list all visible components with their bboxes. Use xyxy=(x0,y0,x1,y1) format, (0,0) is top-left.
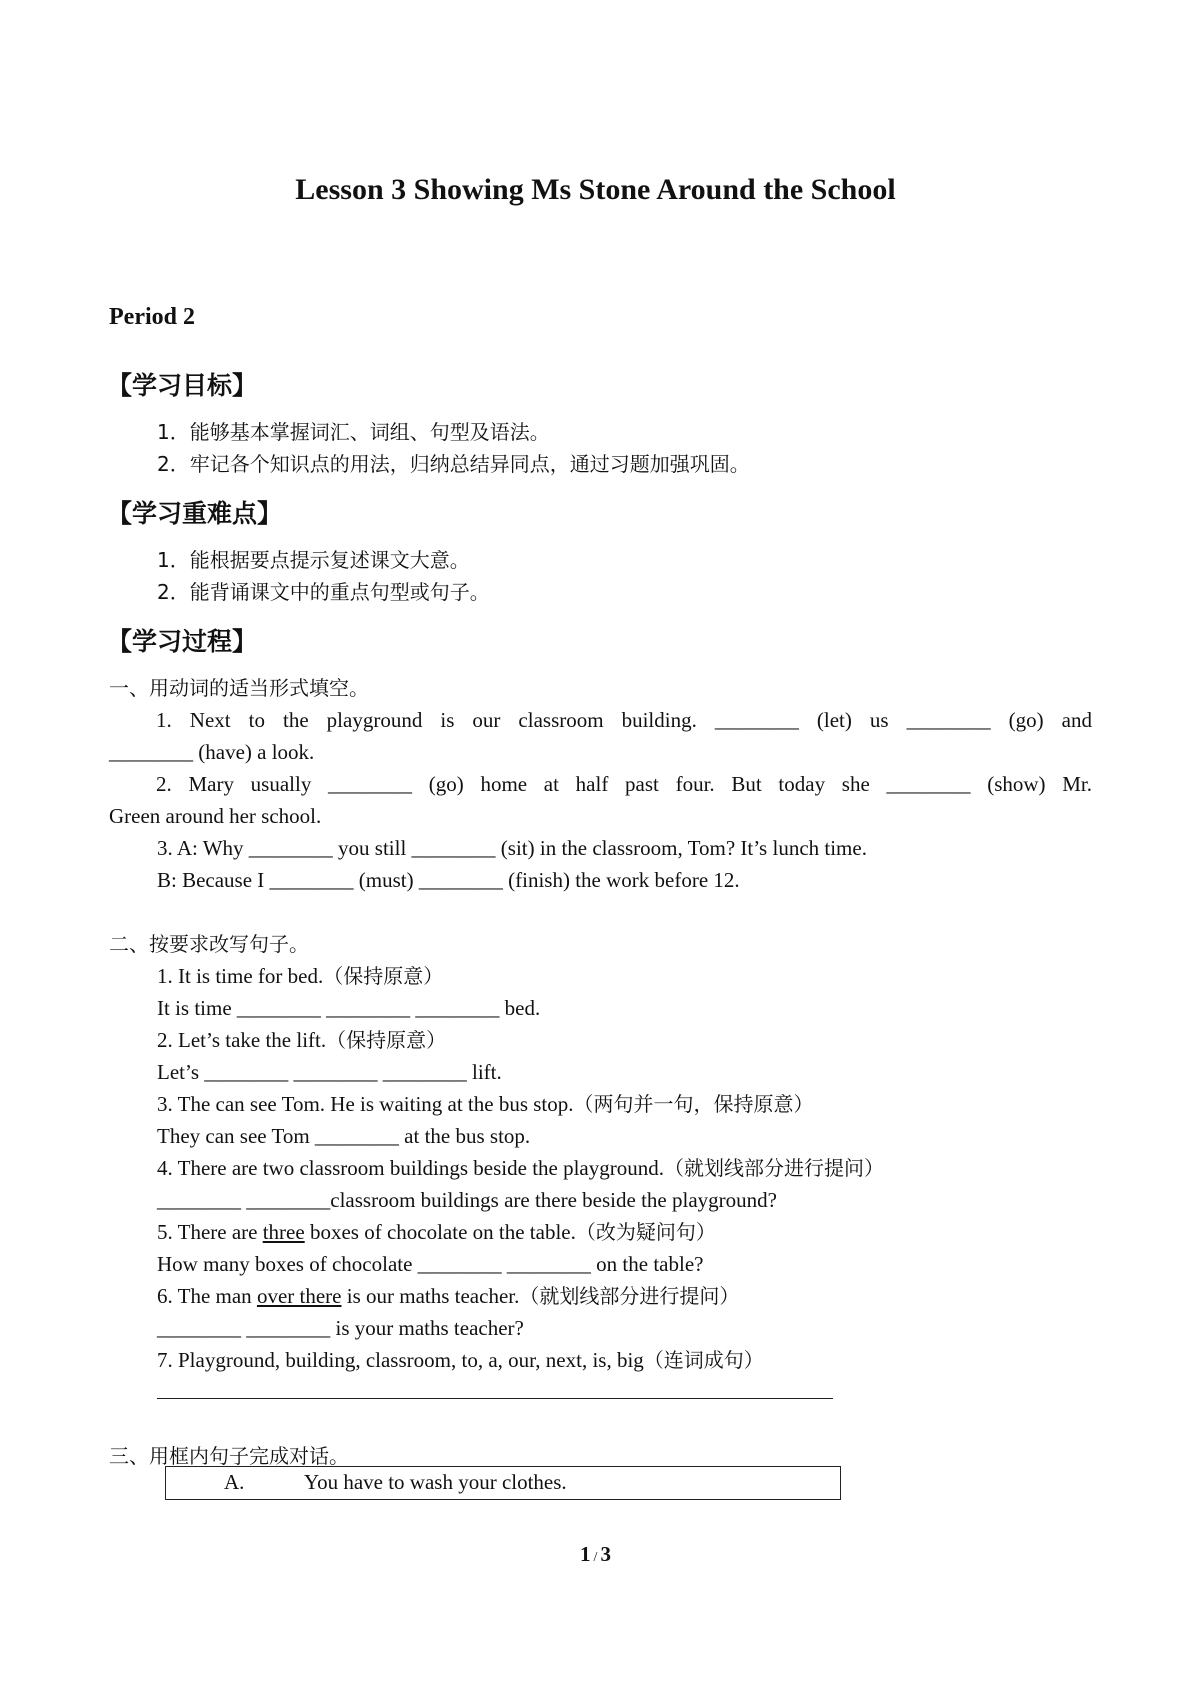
question-text: is our maths teacher. xyxy=(341,1284,520,1308)
page-separator: / xyxy=(593,1550,598,1565)
question-line: 2. Mary usually ________ (go) home at half past four. But today she ________ (show) Mr. xyxy=(156,772,1092,796)
question-note: （保持原意） xyxy=(323,964,444,988)
part2-question-5 xyxy=(157,1216,716,1248)
section-heading-keypoints: 【学习重难点】 xyxy=(107,499,283,528)
option-letter: A. xyxy=(224,1470,245,1494)
part2-question-4 xyxy=(157,1152,884,1184)
part2-question-1 xyxy=(157,960,443,992)
part2-heading: 二、按要求改写句子。 xyxy=(109,932,309,956)
sentence-box xyxy=(165,1466,841,1500)
question-text: 3. The can see Tom. He is waiting at the bus stop. xyxy=(157,1092,574,1116)
part2-question-2 xyxy=(157,1024,446,1056)
question-text: 4. There are two classroom buildings beside the playground. xyxy=(157,1156,664,1180)
question-note: （两句并一句，保持原意） xyxy=(573,1092,814,1116)
answer-line: ________ ________classroom buildings are there beside the playground? xyxy=(157,1188,777,1212)
answer-line: How many boxes of chocolate ________ ________ on the table? xyxy=(157,1252,704,1276)
question-note: （保持原意） xyxy=(326,1028,447,1052)
section-heading-process: 【学习过程】 xyxy=(107,627,258,656)
goal-item: 1．能够基本掌握词汇、词组、句型及语法。 xyxy=(157,420,550,444)
part2-question-6 xyxy=(157,1280,739,1312)
answer-rule xyxy=(157,1398,833,1399)
question-note: （连词成句） xyxy=(643,1348,764,1372)
current-page: 1 xyxy=(580,1542,591,1566)
question-text: 7. Playground, building, classroom, to, a, our, next, is, big xyxy=(157,1348,644,1372)
question-line: ________ (have) a look. xyxy=(109,740,315,764)
keypoint-item: 2．能背诵课文中的重点句型或句子。 xyxy=(157,580,490,604)
question-note: （就划线部分进行提问） xyxy=(519,1284,740,1308)
goal-item: 2．牢记各个知识点的用法，归纳总结异同点，通过习题加强巩固。 xyxy=(157,452,750,476)
underlined-text: over there xyxy=(256,1284,342,1308)
question-text: boxes of chocolate on the table. xyxy=(304,1220,576,1244)
answer-line: ________ ________ is your maths teacher? xyxy=(157,1316,524,1340)
underlined-text: three xyxy=(262,1220,305,1244)
question-line: Green around her school. xyxy=(109,804,322,828)
part3-heading: 三、用框内句子完成对话。 xyxy=(109,1444,349,1468)
answer-line: It is time ________ ________ ________ bed. xyxy=(157,996,541,1020)
question-text: 1. It is time for bed. xyxy=(157,964,324,988)
question-note: （改为疑问句） xyxy=(575,1220,716,1244)
question-text: 5. There are xyxy=(157,1220,263,1244)
question-note: （就划线部分进行提问） xyxy=(664,1156,884,1180)
section-heading-goals: 【学习目标】 xyxy=(107,371,258,400)
page-title: Lesson 3 Showing Ms Stone Around the School xyxy=(295,173,896,206)
option-sentence: You have to wash your clothes. xyxy=(304,1470,567,1494)
part1-question-3a: 3. A: Why ________ you still ________ (sit) in the classroom, Tom? It’s lunch time. xyxy=(157,836,867,860)
part2-question-7 xyxy=(157,1344,764,1376)
question-line: 1. Next to the playground is our classroom building. ________ (let) us ________ (go) and xyxy=(156,708,1092,732)
total-pages: 3 xyxy=(600,1542,611,1566)
part1-question-3b: B: Because I ________ (must) ________ (finish) the work before 12. xyxy=(157,868,740,892)
part1-question-2 xyxy=(109,768,1092,832)
period-label: Period 2 xyxy=(109,304,195,330)
part1-question-1 xyxy=(109,704,1092,768)
keypoint-item: 1．能根据要点提示复述课文大意。 xyxy=(157,548,470,572)
part2-question-3 xyxy=(157,1088,814,1120)
answer-line: They can see Tom ________ at the bus stop. xyxy=(157,1124,531,1148)
part1-heading: 一、用动词的适当形式填空。 xyxy=(109,676,369,700)
page-number xyxy=(0,1542,1191,1567)
question-text: 2. Let’s take the lift. xyxy=(157,1028,327,1052)
question-text: 6. The man xyxy=(157,1284,257,1308)
answer-line: Let’s ________ ________ ________ lift. xyxy=(157,1060,502,1084)
